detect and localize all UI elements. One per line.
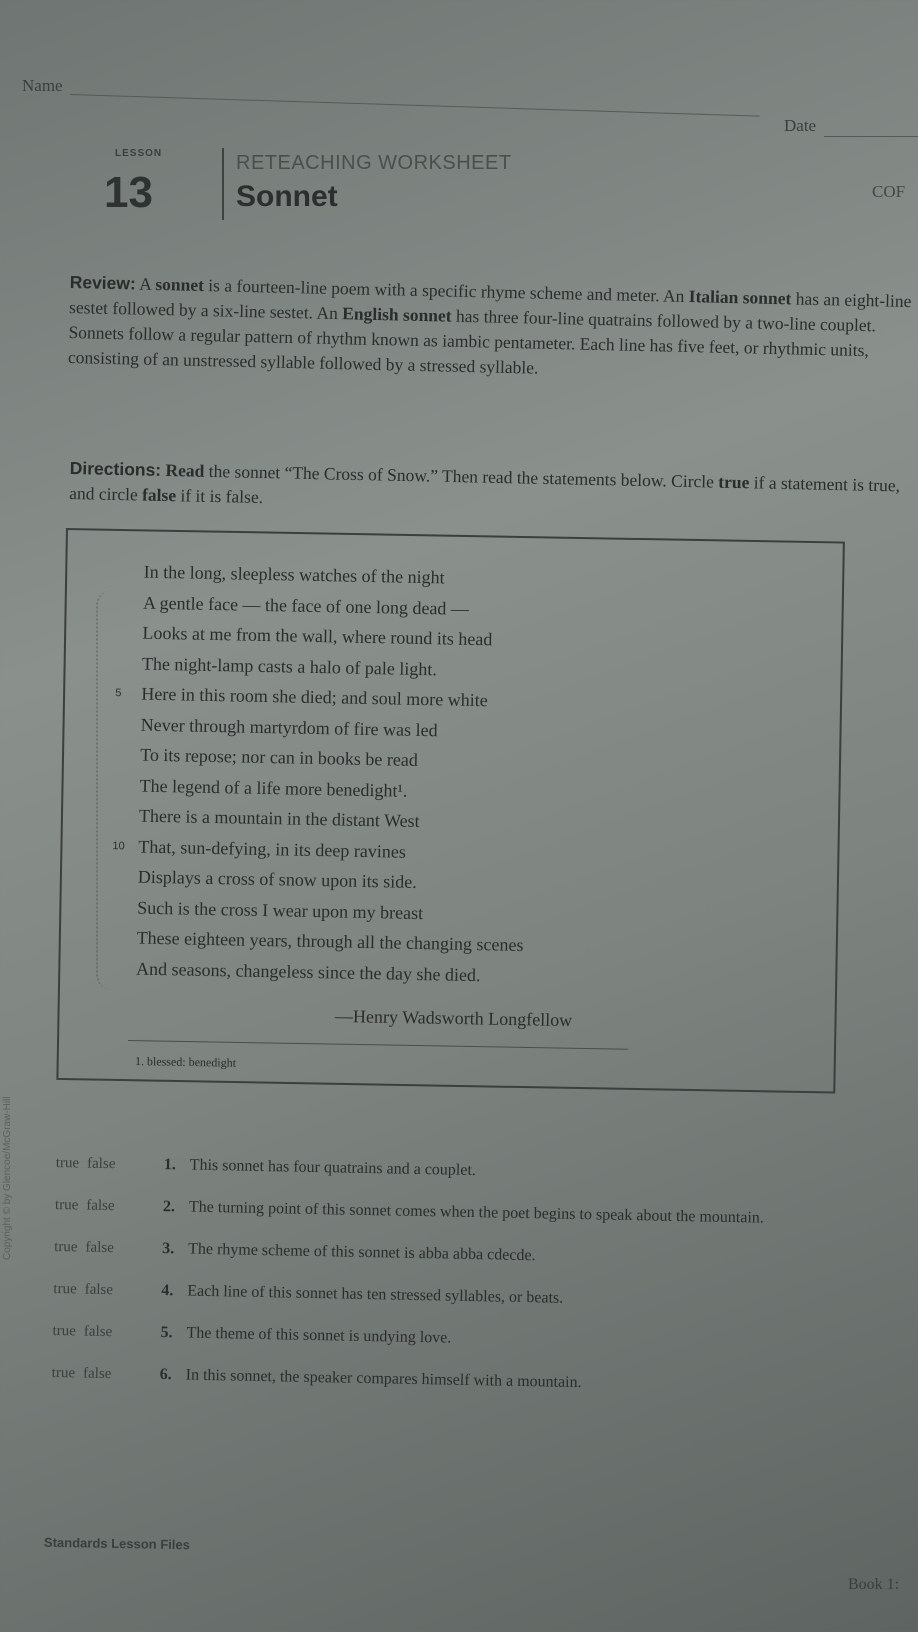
true-false-choice — [56, 1152, 164, 1176]
directions-text: if it is false. — [175, 485, 264, 508]
statement-text: This sonnet has four quatrains and a couplet. — [189, 1156, 477, 1180]
statement-item — [55, 1194, 915, 1233]
review-text: is a fourteen-line poem with a specific rhyme scheme and meter. An — [203, 275, 690, 307]
false-option[interactable]: false — [82, 1365, 112, 1383]
name-label: Name — [22, 76, 63, 95]
poem-line-text: To its repose; nor can in books be read — [140, 744, 419, 770]
review-text: A — [139, 273, 156, 294]
poem-line-text: Looks at me from the wall, where round its head — [142, 622, 493, 650]
true-option[interactable]: true — [53, 1280, 77, 1298]
true-false-choice — [52, 1362, 160, 1386]
poem-line-text: And seasons, changeless since the day she died. — [135, 958, 481, 985]
directions-text: the sonnet “The Cross of Snow.” Then read the statements below. Circle — [204, 460, 719, 492]
header-divider — [222, 148, 224, 220]
true-option[interactable]: true — [54, 1238, 78, 1256]
statement-item — [56, 1152, 916, 1191]
name-line[interactable] — [70, 94, 760, 117]
directions-paragraph — [69, 456, 918, 524]
poem-line-text: Such is the cross I wear upon my breast — [137, 897, 424, 923]
worksheet-subtitle: Sonnet — [236, 180, 338, 213]
poem-line-text: Here in this room she died; and soul more white — [141, 683, 488, 711]
lesson-number: 13 — [104, 168, 153, 217]
true-option[interactable]: true — [51, 1364, 76, 1382]
poem — [102, 556, 810, 996]
true-false-choice — [53, 1278, 161, 1302]
statement-text: In this sonnet, the speaker compares himself with a mountain. — [185, 1366, 582, 1392]
review-label: Review: — [69, 271, 137, 294]
statement-number: 6. — [159, 1366, 172, 1384]
statement-item — [53, 1278, 913, 1317]
review-text: has an eight-line sestet followed by a six-line sestet. An — [68, 288, 912, 324]
date-label: Date — [784, 116, 817, 135]
statement-text: The theme of this sonnet is undying love. — [186, 1324, 452, 1347]
false-option[interactable]: false — [85, 1239, 114, 1257]
poem-footnote: 1. blessed: benedight — [134, 1054, 237, 1070]
poem-line-text: A gentle face — the face of one long dead — — [142, 592, 470, 619]
footer-book-label: Book 1: — [848, 1576, 900, 1593]
statement-number: 5. — [160, 1324, 173, 1342]
poem-line-text: The night-lamp casts a halo of pale light. — [141, 653, 438, 679]
poem-line-text: In the long, sleepless watches of the night — [143, 561, 445, 588]
term-english-sonnet: English sonnet — [342, 303, 452, 326]
line-number: 5 — [115, 687, 122, 700]
review-paragraph — [68, 270, 918, 389]
statement-number: 1. — [163, 1156, 176, 1174]
true-false-choice — [55, 1194, 163, 1218]
directions-text: if a statement is true, and circle — [69, 472, 901, 505]
corner-text: COF — [872, 182, 906, 201]
statement-item — [52, 1362, 912, 1401]
statement-text: Each line of this sonnet has ten stressed syllables, or beats. — [187, 1282, 564, 1307]
statement-item — [52, 1320, 912, 1359]
poem-line-text: Never through martyrdom of fire was led — [140, 714, 438, 740]
poem-line-text: The legend of a life more benedight¹. — [139, 775, 408, 801]
date-line[interactable] — [824, 136, 918, 137]
term-italian-sonnet: Italian sonnet — [688, 286, 792, 309]
term-sonnet: sonnet — [155, 273, 205, 296]
false-option[interactable]: false — [86, 1155, 116, 1173]
statement-item — [54, 1236, 914, 1275]
directions-true: true — [718, 471, 750, 493]
true-false-choice — [52, 1320, 160, 1344]
footer-series-title: Standards Lesson Files — [43, 1534, 191, 1553]
statement-number: 4. — [161, 1282, 174, 1300]
statement-text: The turning point of this sonnet comes when the poet begins to speak about the mountain. — [188, 1198, 765, 1227]
line-number: 10 — [112, 839, 125, 852]
poem-line-text: That, sun-defying, in its deep ravines — [138, 836, 407, 862]
false-option[interactable]: false — [84, 1281, 114, 1299]
true-option[interactable]: true — [55, 1154, 80, 1172]
statement-number: 3. — [162, 1240, 175, 1258]
false-option[interactable]: false — [83, 1323, 113, 1341]
lesson-label: LESSON — [115, 148, 163, 159]
statement-text: The rhyme scheme of this sonnet is abba abba cdecde. — [187, 1240, 536, 1265]
poem-author: —Henry Wadsworth Longfellow — [334, 1005, 573, 1031]
poem-line-text: There is a mountain in the distant West — [138, 805, 420, 831]
statement-number: 2. — [162, 1198, 176, 1216]
worksheet-title: RETEACHING WORKSHEET — [236, 152, 512, 174]
true-false-choice — [54, 1236, 162, 1260]
directions-label: Directions: — [69, 457, 162, 480]
directions-read: Read — [165, 460, 205, 481]
poem-line-text: Displays a cross of snow upon its side. — [137, 866, 417, 892]
false-option[interactable]: false — [86, 1197, 115, 1215]
poem-line-text: These eighteen years, through all the changing scenes — [136, 927, 524, 956]
true-option[interactable]: true — [54, 1196, 79, 1214]
directions-false: false — [141, 484, 177, 506]
true-option[interactable]: true — [52, 1322, 77, 1340]
review-text: has three four-line quatrains followed by a two-line couplet. Sonnets follow a regular pattern of rhythm known as iambic pentameter. Each line has five feet, or rhythmic units, consisting of an unstressed syllable followed by a stressed syllable. — [67, 305, 877, 378]
copyright-credit: Copyright © by Glencoe/McGraw-Hill — [2, 1096, 13, 1260]
statements-list — [51, 1152, 916, 1420]
